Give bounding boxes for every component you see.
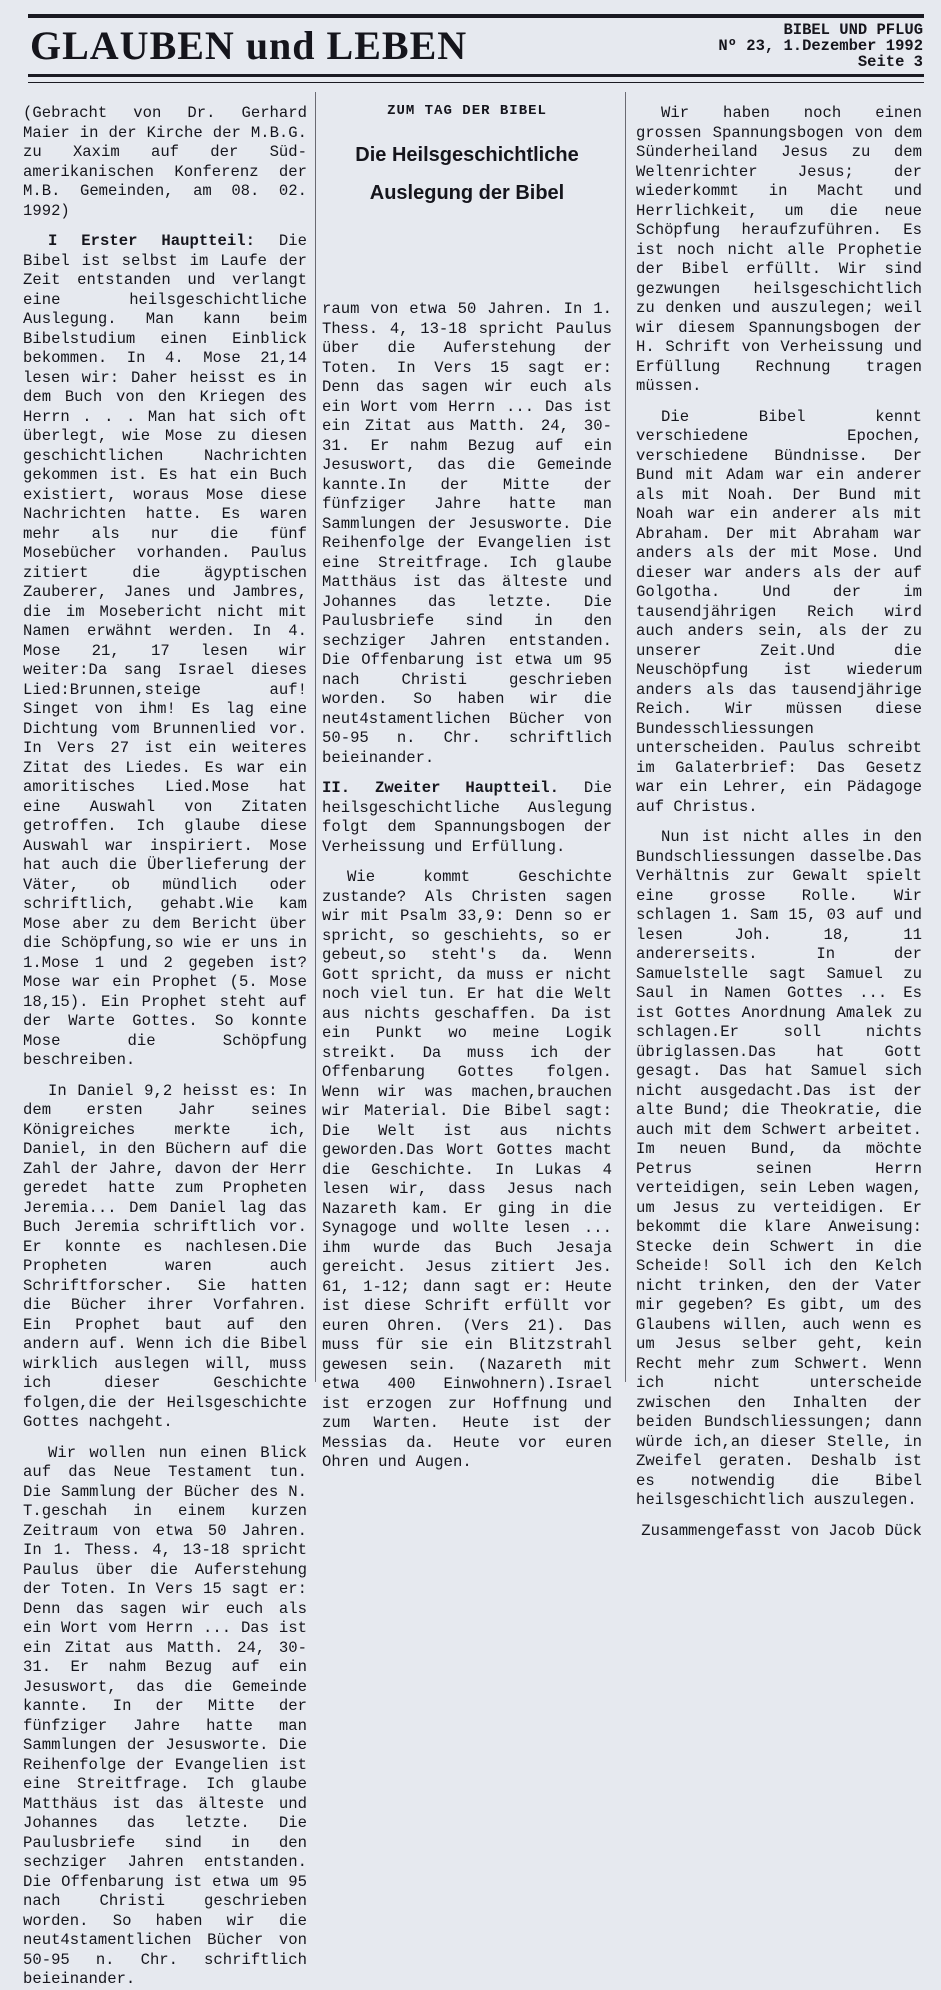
article-title: Die Heilsgeschichtliche Auslegung der Bibel [355, 143, 579, 204]
column-divider-1 [315, 92, 316, 1382]
publication-name: BIBEL UND PFLUG [783, 21, 923, 39]
daniel-paragraph: In Daniel 9,2 heisst es: In dem ersten Jahr seines Königreiches merkte ich, Daniel, in den Büchern auf die Zahl der Jahre, davon der Herr geredet hatte zum Propheten Jeremia... Dem Daniel lag das Buch Jeremia schriftlich vor. Er konnte es nachlesen.Die Propheten waren auch Schriftforscher. Sie hatten die Bücher ihrer Vorfahren. Ein Prophet baut auf den andern auf. Wenn ich die Bibel wirklich auslegen will, muss ich dieser Geschichte folgen,die der Heilsgeschichte Gottes nachgeht. [23, 1081, 307, 1431]
title-block [322, 102, 612, 292]
column-divider-2 [625, 92, 626, 1382]
part2-text: Die heilsgeschichtliche Auslegung folgt dem Spannungsbogen der Verheissung und Erfüllung. [322, 779, 612, 856]
nt-paragraph-continued: raum von etwa 50 Jahren. In 1. Thess. 4, 13-18 spricht Paulus über die Auferstehung der Toten. In Vers 15 sagt er: Denn das sagen wir euch als ein Wort vom Herrn ... Das ist ein Zitat aus Matth. 24, 30-31. Er nahm Bezug auf ein Jesuswort, das die Gemeinde kannte.In der Mitte der fünfziger Jahre hatte man Sammlungen der Jesusworte. Die Reihenfolge der Evangelien ist eine Streitfrage. Ich glaube Matthäus ist das älteste und Johannes das letzte. Die Paulusbriefe sind in den sechziger Jahren entstanden. Die Offenbarung ist etwa um 95 nach Christi geschrieben worden. So haben wir die neut4stamentlichen Bücher von 50-95 n. Chr. schriftlich beieinander. [322, 300, 612, 767]
column-middle [322, 104, 612, 1484]
masthead-bottom-rule [28, 74, 924, 77]
epochen-paragraph: Die Bibel kennt verschiedene Epochen, verschiedene Bündnisse. Der Bund mit Adam war ein anderer als mit Noah. Der Bund mit Noah war ein anderer als mit Abraham. Der mit Abraham war anders als der mit Mose. Und dieser war anders als der auf Golgotha. Und der im tausendjährigen Reich wird auch anders sein, als der zu unserer Zeit.Und die Neuschöpfung ist wiederum anders als das tausendjährige Reich. Wir müssen diese Bundesschliessungen unterscheiden. Paulus schreibt im Galaterbrief: Das Gesetz war ein Lehrer, ein Pädagoge auf Christus. [636, 407, 922, 816]
nt-paragraph: Wir wollen nun einen Blick auf das Neue Testament tun. Die Sammlung der Bücher des N. T.geschah in einem kurzen Zeitraum von etwa 50 Jahren. In 1. Thess. 4, 13-18 spricht Paulus über die Auferstehung der Toten. In Vers 15 sagt er: Denn das sagen wir euch als ein Wort vom Herrn ... Das ist ein Zitat aus Matth. 24, 30-31. Er nahm Bezug auf ein Jesuswort, das die Gemeinde kannte. In der Mitte der fünfziger Jahre hatte man Sammlungen der Jesusworte. Die Reihenfolge der Evangelien ist eine Streitfrage. Ich glaube Matthäus ist das älteste und Johannes das letzte. Die Paulusbriefe sind in den sechziger Jahren entstanden. Die Offenbarung ist etwa um 95 nach Christi geschrieben worden. So haben wir die neut4stamentlichen Bücher von 50-95 n. Chr. schriftlich beieinander. [23, 1443, 307, 1988]
part1-text: Die Bibel ist selbst im Laufe der Zeit entstanden und verlangt eine heilsgeschichtliche Auslegung. Man kann beim Bibelstudium einen Einblick bekommen. In 4. Mose 21,14 lesen wir: Daher heisst es in dem Buch von den Kriegen des Herrn . . . Man hat sich oft überlegt, wie Mose zu diesen geschichtlichen Nachrichten gekommen ist. Es hat ein Buch existiert, woraus Mose diese Nachrichten hatte. Es waren mehr als nur die fünf Mosebücher vorhanden. Paulus zitiert die ägyptischen Zauberer, Janes und Jambres, die im Mosebericht nicht mit Namen erwähnt werden. In 4. Mose 21, 17 lesen wir weiter:Da sang Israel dieses Lied:Brunnen,steige auf! Singet von ihm! Es lag eine Dichtung vom Brunnenlied vor. In Vers 27 ist ein weiteres Zitat des Liedes. Es war ein amoritisches Lied.Mose hat eine Auswahl von Zitaten getroffen. Ich glaube diese Auswahl war inspiriert. Mose hat auch die Überlieferung der Väter, ob mündlich oder schriftlich, gehabt.Wie kam Mose aber zu dem Bericht über die Schöpfung,so wie er uns in 1.Mose 1 und 2 gegeben ist?Mose war ein Prophet (5. Mose 18,15). Ein Prophet steht auf der Warte Gottes. So konnte Mose die Schöpfung beschreiben. [23, 232, 307, 1069]
part2-heading: II. Zweiter Hauptteil. [322, 779, 559, 797]
issue-date: Nº 23, 1.Dezember 1992 [718, 37, 923, 55]
masthead-title: GLAUBEN und LEBEN [30, 23, 468, 68]
gewalt-paragraph: Nun ist nicht alles in den Bundschliessungen dasselbe.Das Verhältnis zur Gewalt spielt eine grosse Rolle. Wir schlagen 1. Sam 15, 03 auf und lesen Joh. 18, 11 andererseits. In der Samuelstelle sagt Samuel zu Saul in Namen Gottes ... Es ist Gottes Anordnung Amalek zu schlagen.Er soll nichts übriglassen.Das hat Gott gesagt. Das hat Samuel sich nicht ausgedacht.Das ist der alte Bund; die Theokratie, die auch mit dem Schwert arbeitet. Im neuen Bund, da möchte Petrus seinen Herrn verteidigen, sein Leben wagen, um Jesus zu verteidigen. Er bekommt die klare Anweisung: Stecke dein Schwert in die Scheide! Soll ich den Kelch nicht trinken, den der Vater mir gegeben? Es gibt, um des Glaubens willen, auch wenn es um Jesus selber geht, kein Recht mehr zum Schwert. Wenn ich nicht unterscheide zwischen den Inhalten der beiden Bundschliessungen; dann würde ich,an dieser Stelle, in Zweifel geraten. Deshalb ist es notwendig die Bibel heilsgeschichtlich auszulegen. [636, 828, 922, 1509]
part1-paragraph [23, 232, 307, 1071]
column-left [23, 104, 307, 1988]
column-right [636, 104, 922, 1552]
spannung-paragraph: Wir haben noch einen grossen Spannungsbogen von dem Sünderheiland Jesus zu dem Weltenrichter Jesus; der wiederkommt in Macht und Herrlichkeit, um die neue Schöpfung heraufzuführen. Es ist noch nicht alle Prophetie der Bibel erfüllt. Wir sind gezwungen heilsgeschichtlich zu denken und auszulegen; weil wir diesem Spannungsbogen der H. Schrift von Verheissung und Erfüllung Rechnung tragen müssen. [636, 104, 922, 395]
article-intro: (Gebracht von Dr. Gerhard Maier in der Kirche der M.B.G. zu Xaxim auf der Süd-amerikanischen Konferenz der M.B. Gemeinden, am 08. 02. 1992) [23, 104, 307, 220]
article-kicker: ZUM TAG DER BIBEL [387, 103, 547, 119]
part1-heading: I Erster Hauptteil: [48, 232, 255, 250]
masthead-bottom-thin-rule [28, 82, 924, 83]
part2-paragraph [322, 779, 612, 857]
page-number: Seite 3 [857, 53, 923, 71]
geschichte-paragraph: Wie kommt Geschichte zustande? Als Christen sagen wir mit Psalm 33,9: Denn so er spricht, so geschiehts, so er gebeut,so steht's da. Wenn Gott spricht, da muss er nicht noch viel tun. Er hat die Welt aus nichts geschaffen. Da ist ein Punkt wo meine Logik streikt. Da muss ich der Offenbarung Gottes folgen. Wenn wir was machen,brauchen wir Material. Die Bibel sagt: Die Welt ist aus nichts geworden.Das Wort Gottes macht die Geschichte. In Lukas 4 lesen wir, dass Jesus nach Nazareth kam. Er ging in die Synagoge und wollte lesen ... ihm wurde das Buch Jesaja gereicht. Jesus zitiert Jes. 61, 1-12; dann sagt er: Heute ist diese Schrift erfüllt vor euren Ohren. (Vers 21). Das muss für sie ein Blitzstrahl gewesen sein. (Nazareth mit etwa 400 Einwohnern).Israel ist erzogen zur Hoffnung und zum Warten. Heute ist der Messias da. Heute vor euren Ohren und Augen. [322, 868, 612, 1471]
masthead-top-rule [28, 14, 924, 18]
article-signature: Zusammengefasst von Jacob Dück [641, 1521, 922, 1540]
